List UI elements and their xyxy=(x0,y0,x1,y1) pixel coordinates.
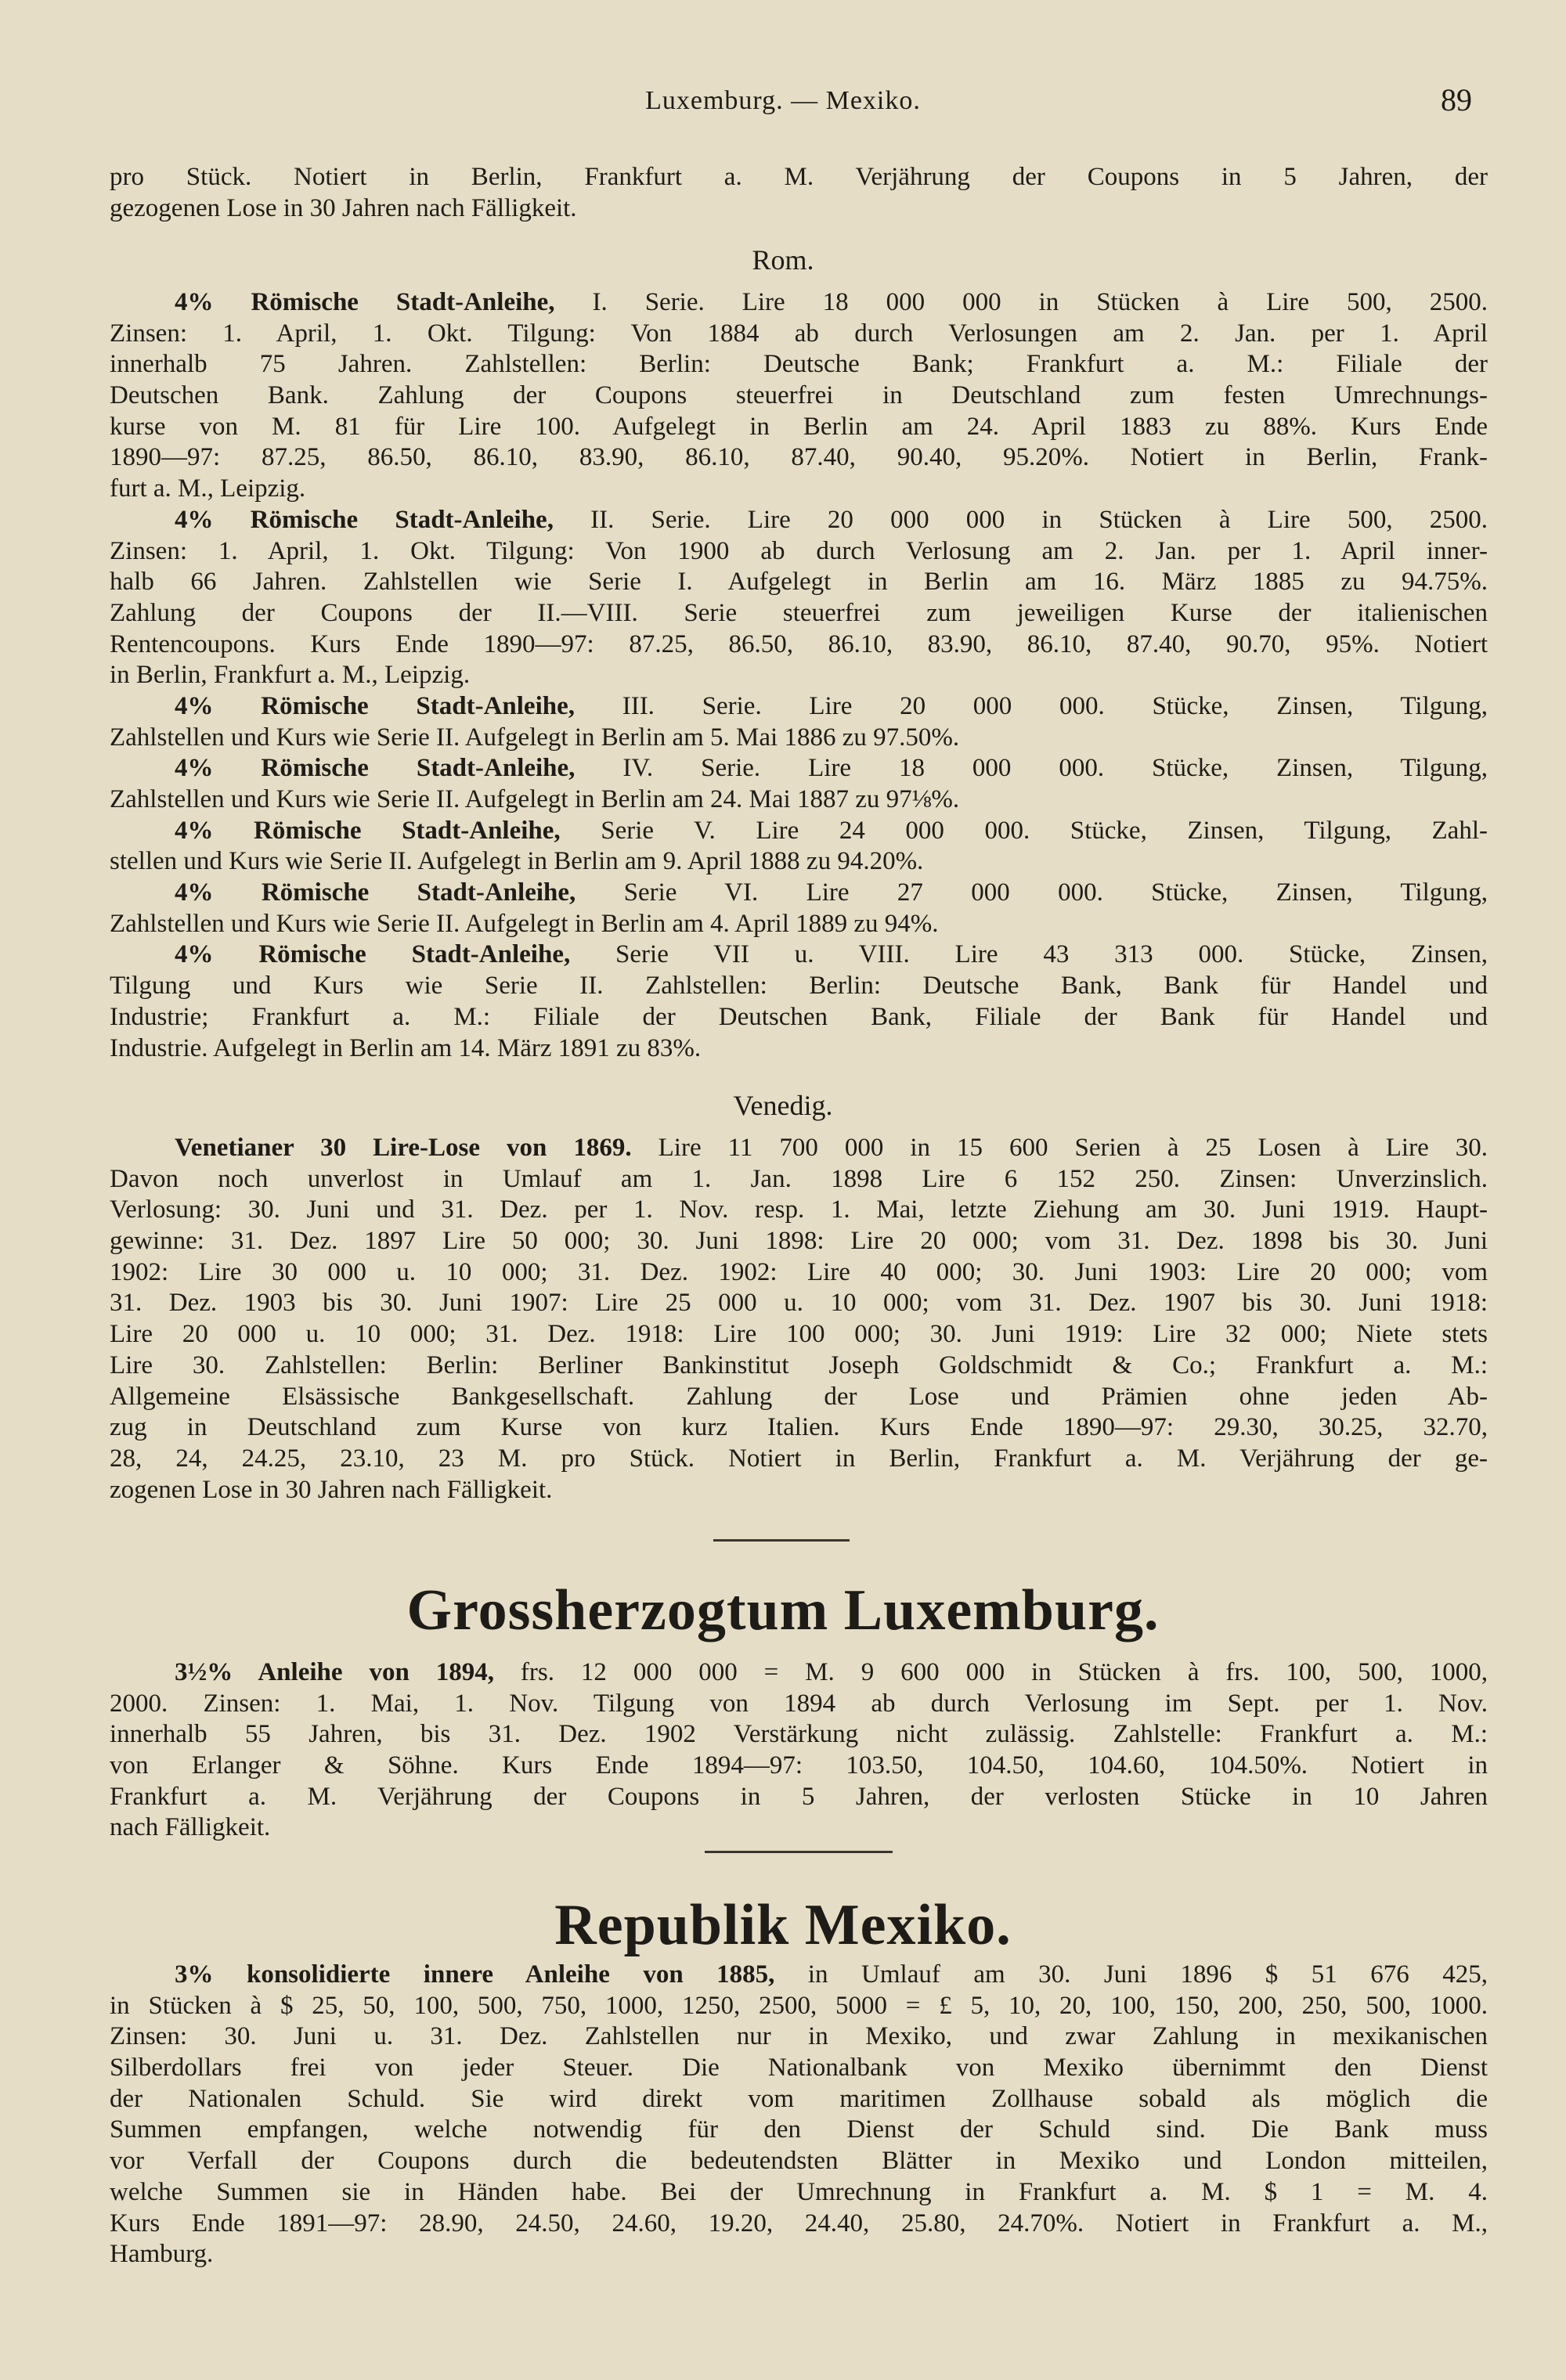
entry-title: 3½% Anleihe von 1894, xyxy=(175,1658,494,1686)
chapter-heading-mexiko: Republik Mexiko. xyxy=(554,1893,1012,1957)
text-line: Silberdollars frei von jeder Steuer. Die Nationalbank von Mexiko übernimmt den Dienst xyxy=(110,2054,1488,2082)
text-line: innerhalb 75 Jahren. Zahlstellen: Berlin: Deutsche Bank; Frankfurt a. M.: Filiale der xyxy=(110,350,1488,379)
entry-title: 4% Römische Stadt-Anleihe, xyxy=(175,940,571,969)
section-heading-rom: Rom. xyxy=(752,244,814,276)
paragraph xyxy=(110,1657,1488,1844)
mexiko-section xyxy=(110,1960,1488,2270)
text-line: 1890—97: 87.25, 86.50, 86.10, 83.90, 86.10, 87.40, 90.40, 95.20%. Notiert in Berlin, Frank- xyxy=(110,443,1488,472)
intro-section xyxy=(110,162,1488,224)
text-line: Industrie; Frankfurt a. M.: Filiale der Deutschen Bank, Filiale der Bank für Handel und xyxy=(110,1002,1488,1031)
paragraph xyxy=(110,939,1488,1064)
section-divider xyxy=(705,1851,893,1853)
text-line: furt a. M., Leipzig. xyxy=(110,474,306,503)
text-line: Hamburg. xyxy=(110,2240,214,2269)
text-line xyxy=(110,1133,1488,1164)
page-number: 89 xyxy=(1441,82,1472,117)
text-line xyxy=(110,1657,1488,1689)
text-line: welche Summen sie in Händen habe. Bei der Umrechnung in Frankfurt a. M. $ 1 = M. 4. xyxy=(110,2177,1488,2206)
text-line: von Erlanger & Söhne. Kurs Ende 1894—97: 103.50, 104.50, 104.60, 104.50%. Notiert in xyxy=(110,1751,1488,1780)
text-line: Summen empfangen, welche notwendig für den Dienst der Schuld sind. Die Bank muss xyxy=(110,2115,1488,2144)
entry-text: Serie VII u. VIII. Lire 43 313 000. Stücke, Zinsen, xyxy=(570,940,1488,969)
chapter-heading-luxemburg: Grossherzogtum Luxemburg. xyxy=(406,1578,1160,1643)
text-line: Lire 30. Zahlstellen: Berlin: Berliner Bankinstitut Joseph Goldschmidt & Co.; Frankfurt a. M.: xyxy=(110,1350,1488,1379)
text-line xyxy=(110,816,1488,847)
entry-title: 4% Römische Stadt-Anleihe, xyxy=(175,754,576,783)
text-line: Zinsen: 1. April, 1. Okt. Tilgung: Von 1884 ab durch Verlosungen am 2. Jan. per 1. April xyxy=(110,319,1488,348)
text-line xyxy=(110,691,1488,723)
entry-text: in Umlauf am 30. Juni 1896 $ 51 676 425, xyxy=(774,1960,1488,1989)
text-line: Verlosung: 30. Juni und 31. Dez. per 1. Nov. resp. 1. Mai, letzte Ziehung am 30. Juni 1919. Haupt- xyxy=(110,1195,1488,1224)
section-heading-venedig: Venedig. xyxy=(733,1090,833,1121)
text-line: zug in Deutschland zum Kurse von kurz Italien. Kurs Ende 1890—97: 29.30, 30.25, 32.70, xyxy=(110,1413,1488,1442)
text-line: Zahlung der Coupons der II.—VIII. Serie steuerfrei zum jeweiligen Kurse der italienischen xyxy=(110,598,1488,627)
venedig-section xyxy=(110,1133,1488,1506)
text-line xyxy=(110,1960,1488,1991)
text-line xyxy=(110,878,1488,909)
entry-text: Serie VI. Lire 27 000 000. Stücke, Zinsen, Tilgung, xyxy=(576,878,1488,907)
text-line: gewinne: 31. Dez. 1897 Lire 50 000; 30. Juni 1898: Lire 20 000; vom 31. Dez. 1898 bis 30. Juni xyxy=(110,1227,1488,1256)
text-line: 2000. Zinsen: 1. Mai, 1. Nov. Tilgung von 1894 ab durch Verlosung im Sept. per 1. Nov. xyxy=(110,1689,1488,1718)
text-line: Allgemeine Elsässische Bankgesellschaft. Zahlung der Lose und Prämien ohne jeden Ab- xyxy=(110,1382,1488,1411)
entry-text: Serie V. Lire 24 000 000. Stücke, Zinsen, Tilgung, Zahl- xyxy=(560,816,1488,845)
paragraph xyxy=(110,816,1488,878)
text-line: pro Stück. Notiert in Berlin, Frankfurt a. M. Verjährung der Coupons in 5 Jahren, der xyxy=(110,163,1488,191)
paragraph xyxy=(110,753,1488,815)
entry-title: 4% Römische Stadt-Anleihe, xyxy=(175,878,576,907)
text-line: 28, 24, 24.25, 23.10, 23 M. pro Stück. Notiert in Berlin, Frankfurt a. M. Verjährung der ge- xyxy=(110,1444,1488,1473)
text-line: Zinsen: 1. April, 1. Okt. Tilgung: Von 1900 ab durch Verlosung am 2. Jan. per 1. April inner- xyxy=(110,536,1488,565)
entry-title: Venetianer 30 Lire-Lose von 1869. xyxy=(175,1134,632,1162)
text-line: stellen und Kurs wie Serie II. Aufgelegt in Berlin am 9. April 1888 zu 94.20%. xyxy=(110,847,924,876)
section-divider xyxy=(713,1539,850,1542)
entry-text: Lire 11 700 000 in 15 600 Serien à 25 Losen à Lire 30. xyxy=(631,1134,1488,1162)
entry-title: 4% Römische Stadt-Anleihe, xyxy=(175,816,561,845)
text-line: halb 66 Jahren. Zahlstellen wie Serie I. Aufgelegt in Berlin am 16. März 1885 zu 94.75%. xyxy=(110,568,1488,597)
entry-text: III. Serie. Lire 20 000 000. Stücke, Zinsen, Tilgung, xyxy=(575,691,1488,720)
text-line: Zahlstellen und Kurs wie Serie II. Aufgelegt in Berlin am 24. Mai 1887 zu 97⅛%. xyxy=(110,785,960,813)
text-line: Lire 20 000 u. 10 000; 31. Dez. 1918: Lire 100 000; 30. Juni 1919: Lire 32 000; Niete stets xyxy=(110,1320,1488,1349)
paragraph xyxy=(110,1133,1488,1506)
text-line: Deutschen Bank. Zahlung der Coupons steuerfrei in Deutschland zum festen Umrechnungs- xyxy=(110,381,1488,410)
text-line: Frankfurt a. M. Verjährung der Coupons in 5 Jahren, der verlosten Stücke in 10 Jahren xyxy=(110,1782,1488,1811)
text-line: innerhalb 55 Jahren, bis 31. Dez. 1902 Verstärkung nicht zulässig. Zahlstelle: Frankfurt a. M.: xyxy=(110,1720,1488,1749)
text-line: zogenen Lose in 30 Jahren nach Fälligkeit. xyxy=(110,1475,553,1504)
text-line: Rentencoupons. Kurs Ende 1890—97: 87.25, 86.50, 86.10, 83.90, 86.10, 87.40, 90.70, 95%. Notiert xyxy=(110,629,1488,658)
paragraph xyxy=(110,691,1488,753)
text-line: Kurs Ende 1891—97: 28.90, 24.50, 24.60, 19.20, 24.40, 25.80, 24.70%. Notiert in Frankfurt a. M., xyxy=(110,2209,1488,2238)
text-line xyxy=(110,287,1488,319)
entry-title: 4% Römische Stadt-Anleihe, xyxy=(175,505,554,534)
text-line: gezogenen Lose in 30 Jahren nach Fälligkeit. xyxy=(110,193,577,222)
text-line: Zahlstellen und Kurs wie Serie II. Aufgelegt in Berlin am 4. April 1889 zu 94%. xyxy=(110,909,939,938)
paragraph xyxy=(110,878,1488,939)
text-line xyxy=(110,505,1488,536)
paragraph xyxy=(110,287,1488,505)
entry-title: 4% Römische Stadt-Anleihe, xyxy=(175,691,575,720)
entry-text: frs. 12 000 000 = M. 9 600 000 in Stücken à frs. 100, 500, 1000, xyxy=(493,1658,1488,1686)
text-line xyxy=(110,939,1488,971)
text-line: in Stücken à $ 25, 50, 100, 500, 750, 1000, 1250, 2500, 5000 = £ 5, 10, 20, 100, 150, 200, 250, 500, 1000. xyxy=(110,1991,1488,2020)
text-line: vor Verfall der Coupons durch die bedeutendsten Blätter in Mexiko und London mitteilen, xyxy=(110,2147,1488,2176)
text-line: Industrie. Aufgelegt in Berlin am 14. März 1891 zu 83%. xyxy=(110,1033,702,1062)
entry-title: 4% Römische Stadt-Anleihe, xyxy=(175,288,555,316)
text-line: Zinsen: 30. Juni u. 31. Dez. Zahlstellen nur in Mexiko, und zwar Zahlung in mexikanischen xyxy=(110,2022,1488,2051)
paragraph xyxy=(110,162,1488,224)
text-line: 1902: Lire 30 000 u. 10 000; 31. Dez. 1902: Lire 40 000; 30. Juni 1903: Lire 20 000; vom xyxy=(110,1257,1488,1286)
entry-title: 3% konsolidierte innere Anleihe von 1885, xyxy=(175,1960,775,1989)
luxemburg-section xyxy=(110,1657,1488,1844)
entry-text: II. Serie. Lire 20 000 000 in Stücken à Lire 500, 2500. xyxy=(553,505,1488,534)
text-line: Zahlstellen und Kurs wie Serie II. Aufgelegt in Berlin am 5. Mai 1886 zu 97.50%. xyxy=(110,723,960,752)
entry-text: I. Serie. Lire 18 000 000 in Stücken à Lire 500, 2500. xyxy=(554,288,1488,316)
text-line: Tilgung und Kurs wie Serie II. Zahlstellen: Berlin: Deutsche Bank, Bank für Handel und xyxy=(110,972,1488,1001)
running-head: Luxemburg. — Mexiko. xyxy=(645,86,921,115)
text-line: kurse von M. 81 für Lire 100. Aufgelegt in Berlin am 24. April 1883 zu 88%. Kurs Ende xyxy=(110,412,1488,441)
text-line: 31. Dez. 1903 bis 30. Juni 1907: Lire 25 000 u. 10 000; vom 31. Dez. 1907 bis 30. Juni 1918: xyxy=(110,1289,1488,1318)
text-line: der Nationalen Schuld. Sie wird direkt vom maritimen Zollhause sobald als möglich die xyxy=(110,2084,1488,2113)
entry-text: IV. Serie. Lire 18 000 000. Stücke, Zinsen, Tilgung, xyxy=(575,754,1488,783)
text-line xyxy=(110,753,1488,784)
text-line: in Berlin, Frankfurt a. M., Leipzig. xyxy=(110,661,471,690)
text-line: Davon noch unverlost in Umlauf am 1. Jan. 1898 Lire 6 152 250. Zinsen: Unverzinslich. xyxy=(110,1164,1488,1193)
paragraph xyxy=(110,1960,1488,2270)
rom-section xyxy=(110,287,1488,1064)
text-line: nach Fälligkeit. xyxy=(110,1813,271,1842)
paragraph xyxy=(110,505,1488,691)
